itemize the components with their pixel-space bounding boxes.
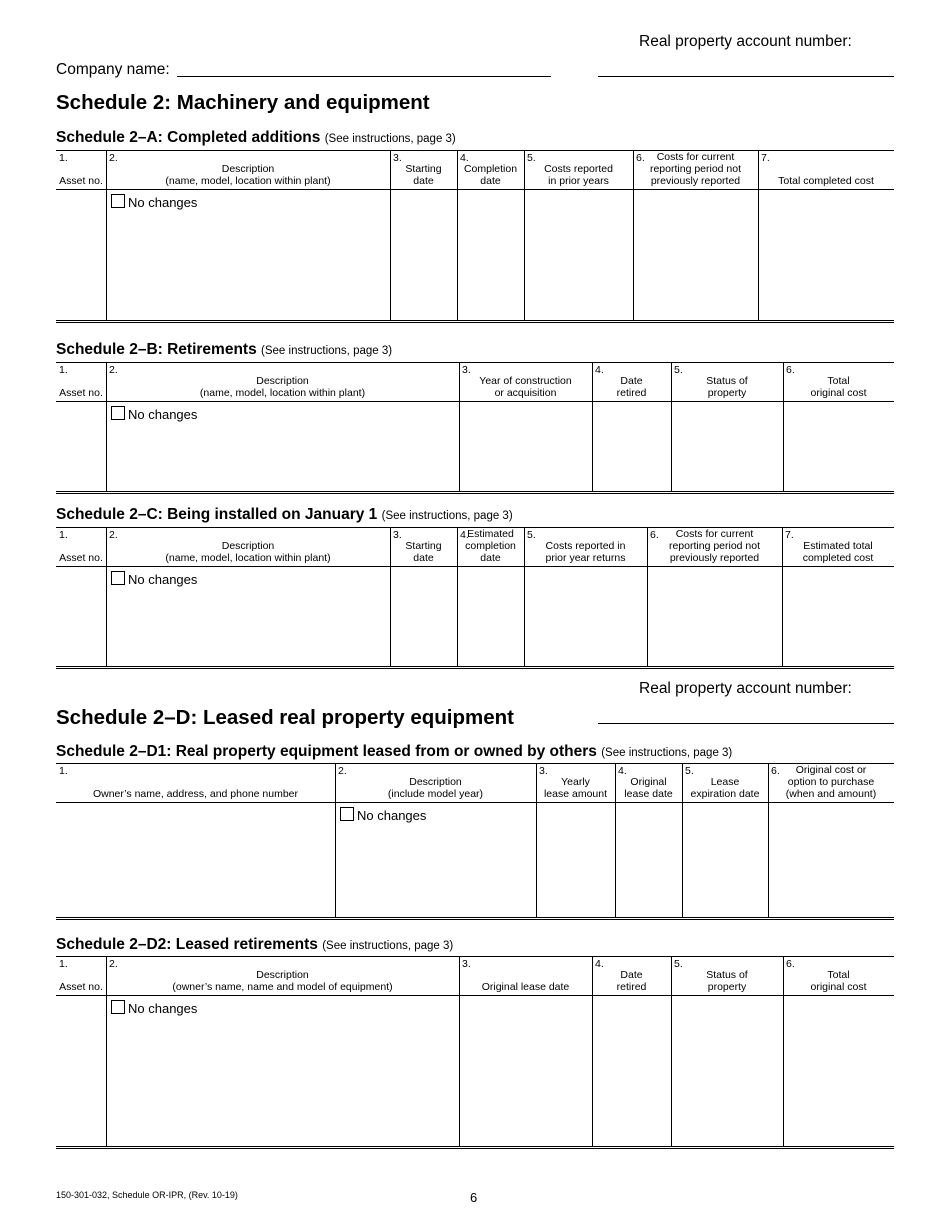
no-changes-checkbox[interactable] xyxy=(111,1000,125,1014)
schedule-2a-table xyxy=(56,150,894,323)
schedule-2a-column-4-entry[interactable] xyxy=(457,190,524,320)
no-changes-label: No changes xyxy=(128,407,198,422)
column-number: 6. xyxy=(636,152,645,164)
schedule-2b-column-1-entry[interactable] xyxy=(56,402,106,491)
column-number: 5. xyxy=(674,364,683,376)
column-number: 1. xyxy=(59,364,68,376)
schedule-2c-column-6-entry[interactable] xyxy=(647,567,782,666)
column-number: 4. xyxy=(595,958,604,970)
column-label: Costs reported in prior year returns xyxy=(545,540,626,564)
column-label: Total original cost xyxy=(810,375,867,399)
schedule-2d-real-property-account-number-label: Real property account number: xyxy=(639,680,852,697)
column-number: 6. xyxy=(786,364,795,376)
schedule-2d2-column-6-header xyxy=(783,957,894,995)
company-name-field[interactable] xyxy=(177,76,551,77)
column-label: Costs for current reporting period not previously reported xyxy=(649,151,742,187)
column-label: Description (name, model, location within plant) xyxy=(199,375,366,399)
schedule-2b-column-6-header xyxy=(783,363,894,401)
column-number: 7. xyxy=(785,529,794,541)
column-label: Original lease date xyxy=(624,776,673,800)
schedule-2c-column-4-entry[interactable] xyxy=(457,567,524,666)
schedule-2d2-column-4-entry[interactable] xyxy=(592,996,671,1146)
real-property-account-number-label: Real property account number: xyxy=(639,33,852,50)
schedule-2c-title: Schedule 2–C: Being installed on January 1 xyxy=(56,506,378,523)
schedule-2c-column-3-header xyxy=(390,528,457,566)
schedule-2a-column-5-entry[interactable] xyxy=(524,190,633,320)
column-number: 2. xyxy=(109,152,118,164)
column-label: Status of property xyxy=(706,375,748,399)
column-number: 3. xyxy=(462,364,471,376)
schedule-2c-column-6-header xyxy=(647,528,782,566)
column-label: Asset no. xyxy=(59,387,103,399)
column-number: 3. xyxy=(393,529,402,541)
column-number: 4. xyxy=(460,529,469,541)
no-changes-label: No changes xyxy=(128,195,198,210)
schedule-2d2-column-6-entry[interactable] xyxy=(783,996,894,1146)
column-label: Costs for current reporting period not previously reported xyxy=(668,528,761,564)
column-number: 6. xyxy=(786,958,795,970)
column-number: 2. xyxy=(109,529,118,541)
column-label: Description (include model year) xyxy=(387,776,484,800)
schedule-2a-column-6-entry[interactable] xyxy=(633,190,758,320)
schedule-2d1-column-4-entry[interactable] xyxy=(615,803,682,917)
schedule-2c-no-changes-option[interactable] xyxy=(111,571,197,587)
column-label: Asset no. xyxy=(59,981,103,993)
schedule-2d2-column-5-header xyxy=(671,957,783,995)
schedule-2d2-column-2-entry[interactable] xyxy=(106,996,459,1146)
schedule-2b-column-1-header xyxy=(56,363,106,401)
schedule-2d2-heading xyxy=(56,936,453,954)
schedule-2c-column-1-header xyxy=(56,528,106,566)
schedule-2d2-column-5-entry[interactable] xyxy=(671,996,783,1146)
schedule-2b-no-changes-option[interactable] xyxy=(111,406,197,422)
column-label: Year of construction or acquisition xyxy=(479,375,572,399)
schedule-2c-column-5-entry[interactable] xyxy=(524,567,647,666)
schedule-2d1-bottom-rule xyxy=(56,917,894,920)
schedule-2d1-column-4-header xyxy=(615,764,682,802)
column-number: 2. xyxy=(109,958,118,970)
schedule-2b-column-4-entry[interactable] xyxy=(592,402,671,491)
column-label: Asset no. xyxy=(59,552,103,564)
column-number: 1. xyxy=(59,765,68,777)
schedule-2a-heading xyxy=(56,129,456,147)
column-number: 1. xyxy=(59,529,68,541)
column-number: 4. xyxy=(618,765,627,777)
column-label: Lease expiration date xyxy=(690,776,760,800)
schedule-2-title: Schedule 2: Machinery and equipment xyxy=(56,91,430,114)
column-number: 5. xyxy=(527,529,536,541)
schedule-2a-column-3-header xyxy=(390,151,457,189)
column-label: Completion date xyxy=(463,163,518,187)
column-label: Asset no. xyxy=(59,175,103,187)
schedule-2d2-title: Schedule 2–D2: Leased retirements xyxy=(56,936,318,953)
column-label: Yearly lease amount xyxy=(543,776,608,800)
no-changes-checkbox[interactable] xyxy=(340,807,354,821)
schedule-2d1-column-3-header xyxy=(536,764,615,802)
schedule-2b-column-4-header xyxy=(592,363,671,401)
column-label: Owner’s name, address, and phone number xyxy=(92,788,299,800)
schedule-2c-column-7-entry[interactable] xyxy=(782,567,894,666)
schedule-2b-title: Schedule 2–B: Retirements xyxy=(56,341,257,358)
column-number: 4. xyxy=(595,364,604,376)
schedule-2d2-column-2-header xyxy=(106,957,459,995)
schedule-2b-column-2-header xyxy=(106,363,459,401)
schedule-2d1-column-2-header xyxy=(335,764,536,802)
schedule-2b-column-5-header xyxy=(671,363,783,401)
column-number: 5. xyxy=(685,765,694,777)
schedule-2b-column-6-entry[interactable] xyxy=(783,402,894,491)
schedule-2d1-table xyxy=(56,763,894,920)
column-number: 3. xyxy=(462,958,471,970)
column-label: Description (owner’s name, name and model of equipment) xyxy=(172,969,393,993)
schedule-2d1-no-changes-option[interactable] xyxy=(340,807,426,823)
no-changes-label: No changes xyxy=(357,808,427,823)
schedule-2b-column-3-entry[interactable] xyxy=(459,402,592,491)
column-label: Date retired xyxy=(616,375,647,399)
schedule-2c-column-4-header xyxy=(457,528,524,566)
column-number: 2. xyxy=(338,765,347,777)
column-number: 1. xyxy=(59,958,68,970)
column-number: 5. xyxy=(527,152,536,164)
no-changes-label: No changes xyxy=(128,1001,198,1016)
schedule-2d1-column-5-entry[interactable] xyxy=(682,803,768,917)
column-number: 1. xyxy=(59,152,68,164)
schedule-2c-column-1-entry[interactable] xyxy=(56,567,106,666)
schedule-2d1-column-3-entry[interactable] xyxy=(536,803,615,917)
schedule-2c-bottom-rule xyxy=(56,666,894,669)
schedule-2a-column-7-entry[interactable] xyxy=(758,190,894,320)
schedule-2d2-column-1-entry[interactable] xyxy=(56,996,106,1146)
schedule-2b-note: (See instructions, page 3) xyxy=(261,345,393,357)
schedule-2a-column-7-header xyxy=(758,151,894,189)
column-number: 2. xyxy=(109,364,118,376)
column-number: 3. xyxy=(393,152,402,164)
schedule-2d-real-property-account-number-field[interactable] xyxy=(598,723,894,724)
schedule-2a-title: Schedule 2–A: Completed additions xyxy=(56,129,321,146)
schedule-2a-column-4-header xyxy=(457,151,524,189)
schedule-2a-column-2-header xyxy=(106,151,390,189)
schedule-2b-bottom-rule xyxy=(56,491,894,494)
real-property-account-number-field[interactable] xyxy=(598,76,894,77)
schedule-2d2-column-1-header xyxy=(56,957,106,995)
schedule-2d2-column-3-header xyxy=(459,957,592,995)
column-label: Starting date xyxy=(405,540,442,564)
schedule-2d1-column-6-header xyxy=(768,764,894,802)
column-number: 6. xyxy=(650,529,659,541)
schedule-2d1-column-1-entry[interactable] xyxy=(56,803,335,917)
schedule-2a-column-5-header xyxy=(524,151,633,189)
column-label: Original lease date xyxy=(481,981,570,993)
schedule-2c-column-3-entry[interactable] xyxy=(390,567,457,666)
column-label: Original cost or option to purchase (when and amount) xyxy=(785,764,877,800)
schedule-2c-table xyxy=(56,527,894,669)
column-label: Estimated total completed cost xyxy=(802,540,874,564)
schedule-2d2-no-changes-option[interactable] xyxy=(111,1000,197,1016)
schedule-2b-table xyxy=(56,362,894,494)
schedule-2a-column-6-header xyxy=(633,151,758,189)
column-number: 5. xyxy=(674,958,683,970)
form-id: 150-301-032, Schedule OR-IPR, (Rev. 10-19) xyxy=(56,1190,238,1200)
schedule-2c-note: (See instructions, page 3) xyxy=(381,510,513,522)
schedule-2c-column-7-header xyxy=(782,528,894,566)
schedule-2d1-note: (See instructions, page 3) xyxy=(601,747,733,759)
schedule-2c-column-5-header xyxy=(524,528,647,566)
no-changes-label: No changes xyxy=(128,572,198,587)
page-number: 6 xyxy=(470,1190,478,1205)
no-changes-checkbox[interactable] xyxy=(111,406,125,420)
column-label: Total completed cost xyxy=(778,175,874,187)
schedule-2c-column-2-header xyxy=(106,528,390,566)
column-label: Costs reported in prior years xyxy=(544,163,613,187)
column-label: Starting date xyxy=(405,163,442,187)
schedule-2a-note: (See instructions, page 3) xyxy=(324,133,456,145)
schedule-2d1-column-6-entry[interactable] xyxy=(768,803,894,917)
column-number: 7. xyxy=(761,152,770,164)
schedule-2d2-column-4-header xyxy=(592,957,671,995)
column-label: Date retired xyxy=(616,969,647,993)
schedule-2d1-heading xyxy=(56,743,732,761)
schedule-2d2-bottom-rule xyxy=(56,1146,894,1149)
schedule-2a-column-3-entry[interactable] xyxy=(390,190,457,320)
schedule-2b-heading xyxy=(56,341,392,359)
schedule-2c-heading xyxy=(56,506,513,524)
column-number: 3. xyxy=(539,765,548,777)
column-label: Status of property xyxy=(706,969,748,993)
schedule-2d1-column-5-header xyxy=(682,764,768,802)
no-changes-checkbox[interactable] xyxy=(111,571,125,585)
schedule-2a-column-1-header xyxy=(56,151,106,189)
column-label: Description (name, model, location within plant) xyxy=(165,163,331,187)
schedule-2a-bottom-rule xyxy=(56,320,894,323)
schedule-2d-title: Schedule 2–D: Leased real property equipment xyxy=(56,706,514,729)
column-label: Total original cost xyxy=(810,969,867,993)
column-number: 4. xyxy=(460,152,469,164)
column-number: 6. xyxy=(771,765,780,777)
schedule-2a-no-changes-option[interactable] xyxy=(111,194,197,210)
schedule-2d1-title: Schedule 2–D1: Real property equipment leased from or owned by others xyxy=(56,743,597,760)
schedule-2a-column-1-entry[interactable] xyxy=(56,190,106,320)
no-changes-checkbox[interactable] xyxy=(111,194,125,208)
schedule-2d2-note: (See instructions, page 3) xyxy=(322,940,454,952)
schedule-2b-column-3-header xyxy=(459,363,592,401)
column-label: Description (name, model, location within plant) xyxy=(165,540,331,564)
column-label: Estimated completion date xyxy=(465,528,516,564)
schedule-2d2-column-3-entry[interactable] xyxy=(459,996,592,1146)
schedule-2d2-table xyxy=(56,956,894,1149)
company-name-label: Company name: xyxy=(56,61,170,78)
schedule-2d1-column-1-header xyxy=(56,764,335,802)
schedule-2b-column-5-entry[interactable] xyxy=(671,402,783,491)
